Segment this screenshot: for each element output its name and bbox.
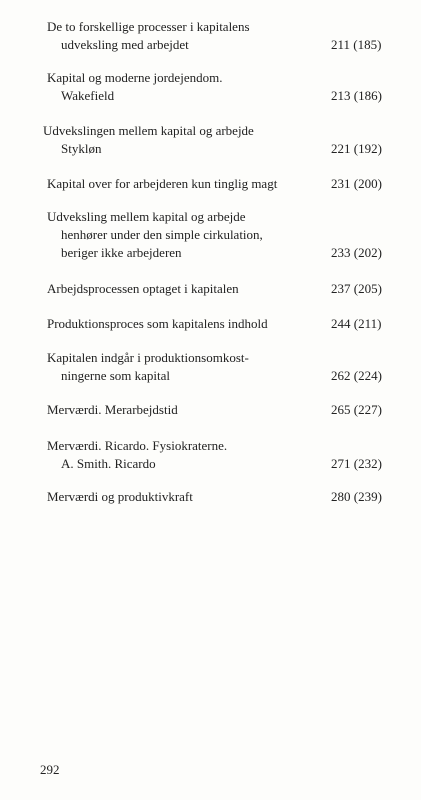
toc-page-ref: 262 (224) [331, 368, 382, 383]
toc-entry-line: beriger ikke arbejderen [61, 245, 182, 260]
toc-entry-line: Kapitalen indgår i produktionsomkost- [47, 350, 249, 365]
toc-entry-line: Wakefield [61, 88, 115, 103]
toc-page-ref: 211 (185) [331, 37, 382, 52]
toc-entry-line: henhører under den simple cirkulation, [61, 227, 263, 242]
toc-entry-line: Merværdi. Merarbejdstid [47, 402, 178, 417]
toc-page-ref: 271 (232) [331, 456, 382, 471]
toc-entry-line: udveksling med arbejdet [61, 37, 189, 52]
toc-page-ref: 221 (192) [331, 141, 382, 156]
toc-page-ref: 233 (202) [331, 245, 382, 260]
toc-entry-line: De to forskellige processer i kapitalens [47, 19, 250, 34]
toc-entry-line: Kapital og moderne jordejendom. [47, 70, 223, 85]
toc-entry-line: Kapital over for arbejderen kun tinglig magt [47, 176, 278, 191]
toc-entry-line: Stykløn [61, 141, 102, 156]
toc-entry-line: Produktionsproces som kapitalens indhold [47, 316, 268, 331]
toc-entry-line: ningerne som kapital [61, 368, 171, 383]
toc-entry-line: Udveksling mellem kapital og arbejde [47, 209, 246, 224]
toc-entry-line: Merværdi og produktivkraft [47, 489, 193, 504]
toc-entry-line: Arbejdsprocessen optaget i kapitalen [47, 281, 239, 296]
toc-entry-line: Merværdi. Ricardo. Fysiokraterne. [47, 438, 228, 453]
toc-page-ref: 244 (211) [331, 316, 382, 331]
toc-page-ref: 231 (200) [331, 176, 382, 191]
toc-page-ref: 213 (186) [331, 88, 382, 103]
toc-page-ref: 237 (205) [331, 281, 382, 296]
toc-page-ref: 265 (227) [331, 402, 382, 417]
page-number: 292 [40, 762, 60, 777]
toc-entry-line: Udvekslingen mellem kapital og arbejde [43, 123, 254, 138]
toc-entry-line: A. Smith. Ricardo [61, 456, 156, 471]
toc-page-ref: 280 (239) [331, 489, 382, 504]
